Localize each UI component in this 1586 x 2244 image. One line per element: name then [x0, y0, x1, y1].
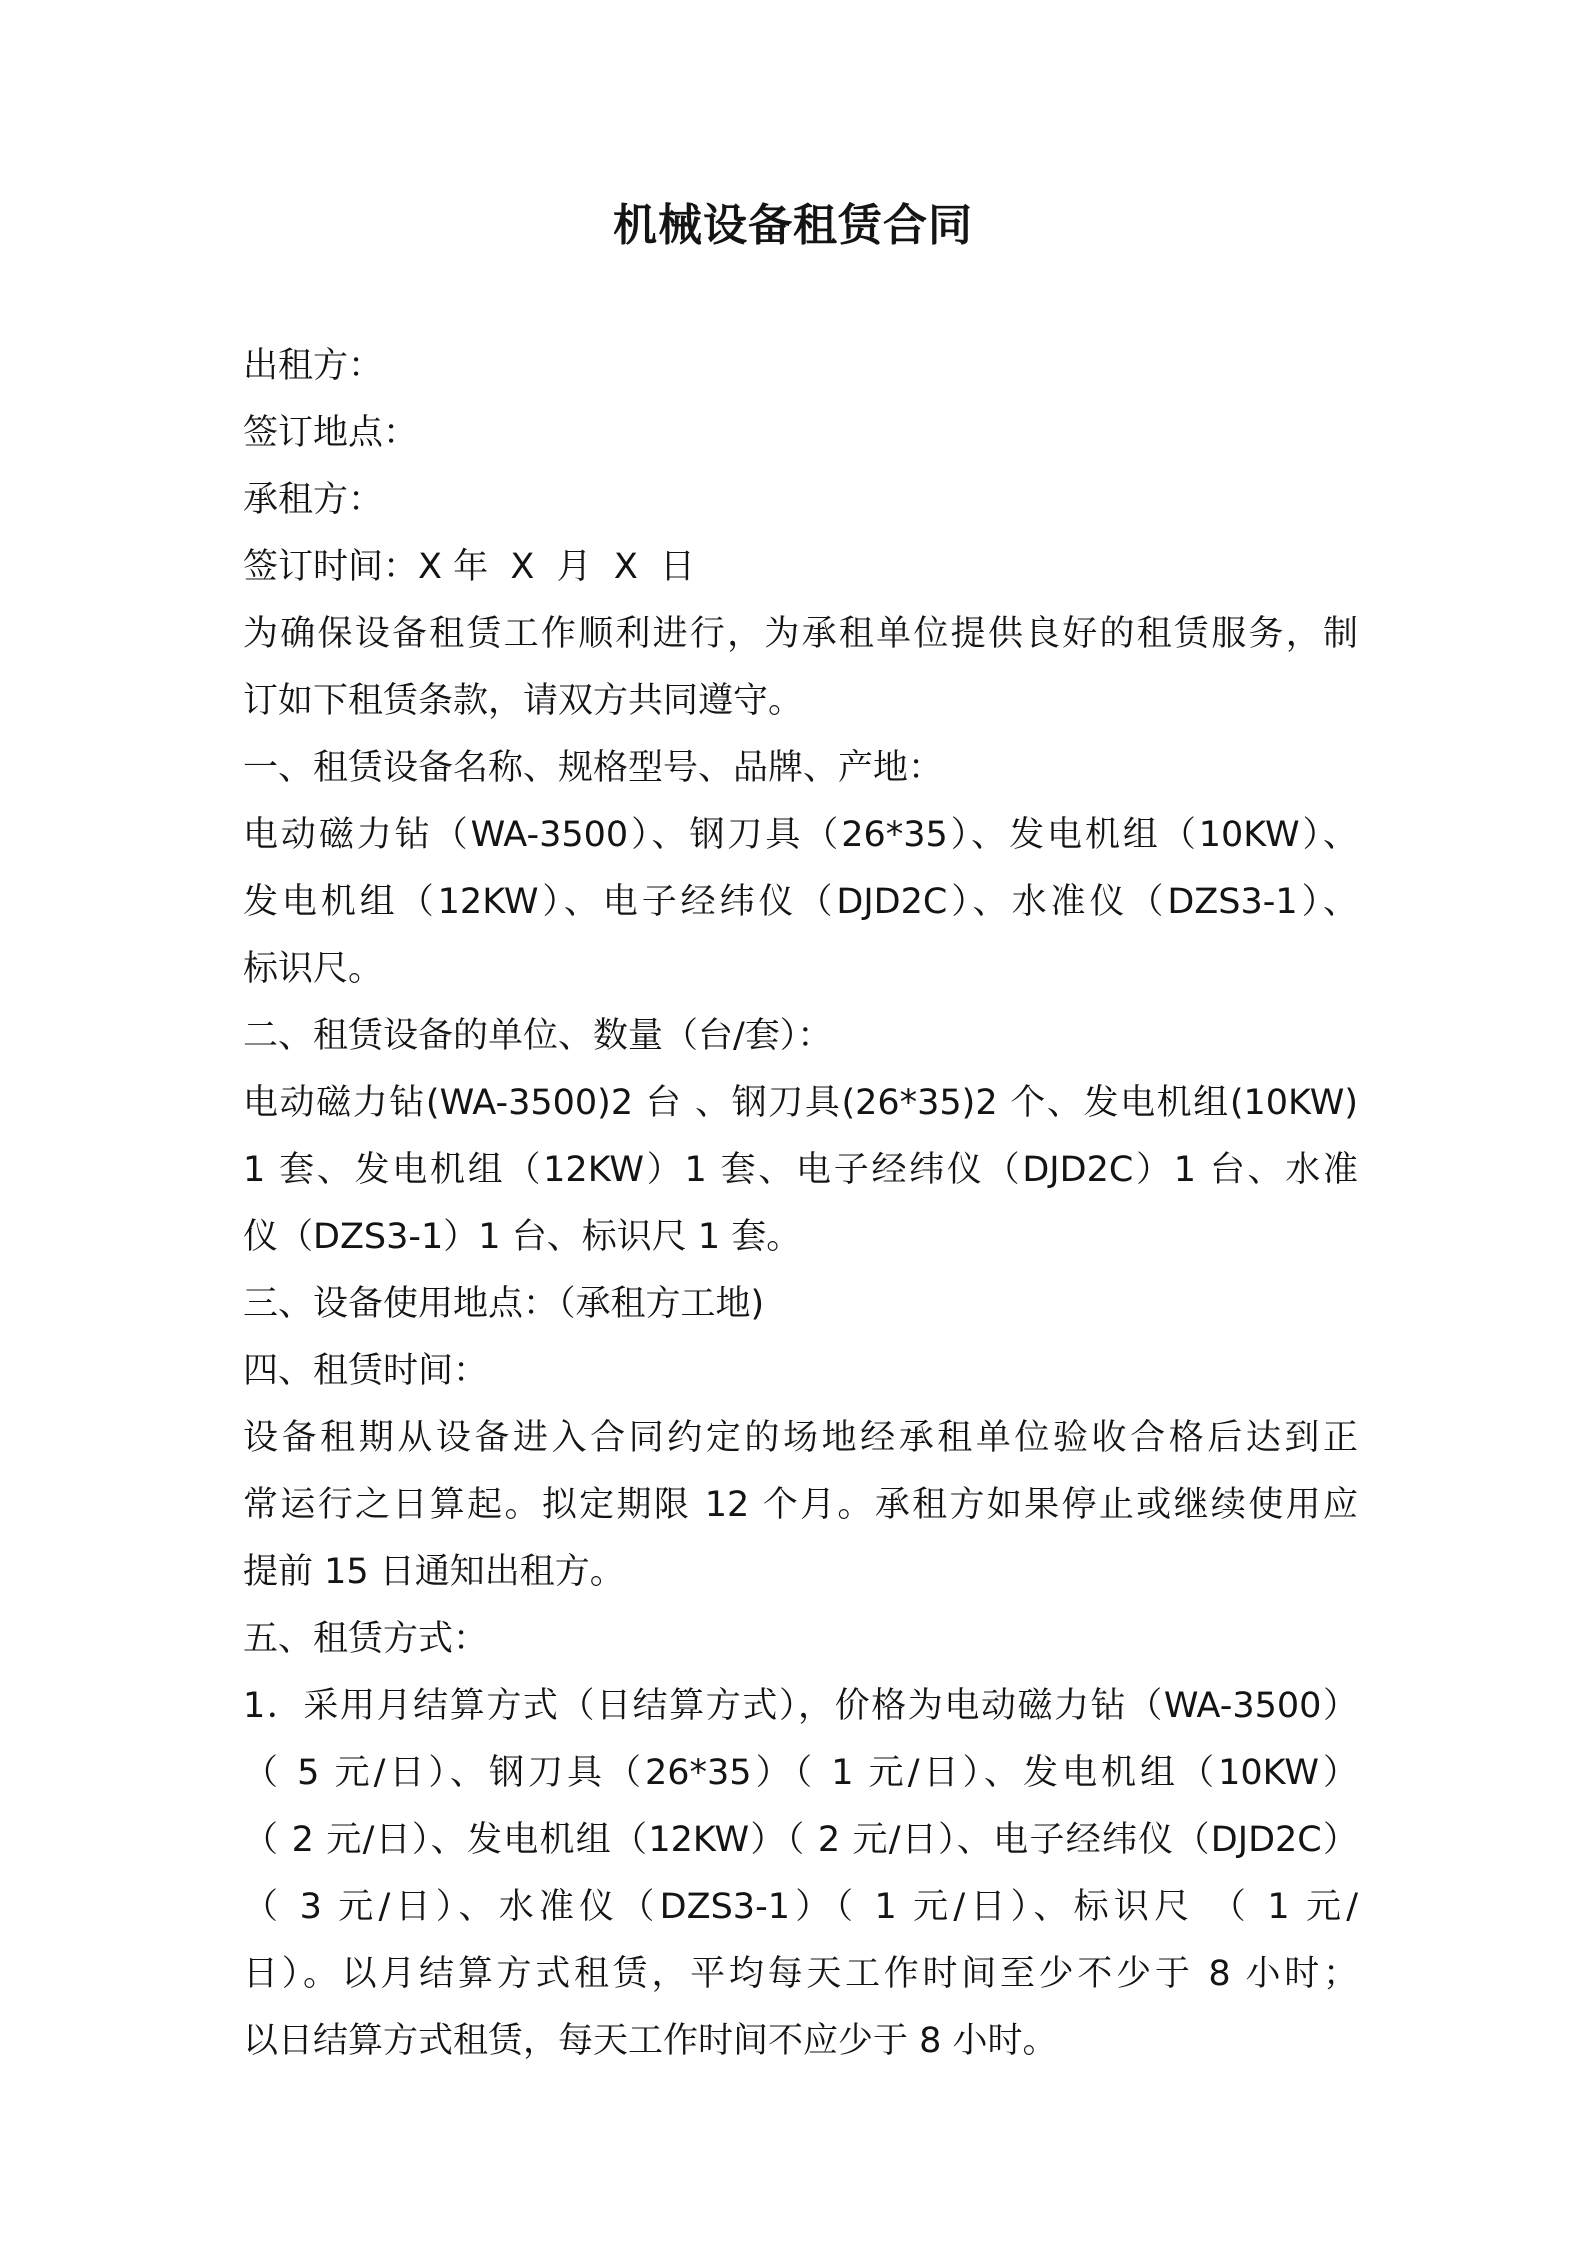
intro-line-2: 订如下租赁条款，请双方共同遵守。	[243, 681, 804, 721]
section-2-line-2: 1 套、发电机组（12KW）1 套、电子经纬仪（DJD2C）1 台、水准	[243, 1150, 1358, 1190]
section-4-line-1: 设备租期从设备进入合同约定的场地经承租单位验收合格后达到正	[243, 1418, 1358, 1458]
section-5-line-5: 日）。以月结算方式租赁，平均每天工作时间至少不少于 8 小时；	[243, 1954, 1358, 1994]
signing-time-line: 签订时间：X 年 X 月 X 日	[243, 547, 696, 587]
section-5-line-1: 1．采用月结算方式（日结算方式），价格为电动磁力钻（WA-3500）	[243, 1686, 1358, 1726]
section-3-heading: 三、设备使用地点：（承租方工地)	[243, 1284, 765, 1324]
section-1-line-3: 标识尺。	[243, 949, 384, 989]
contract-body	[243, 333, 1358, 2075]
section-4-line-2: 常运行之日算起。拟定期限 12 个月。承租方如果停止或继续使用应	[243, 1485, 1358, 1525]
signing-place-line: 签订地点：	[243, 413, 419, 453]
section-2-line-3: 仪（DZS3-1）1 台、标识尺 1 套。	[243, 1217, 802, 1257]
section-2-heading: 二、租赁设备的单位、数量（台/套）：	[243, 1016, 833, 1056]
section-1-heading: 一、租赁设备名称、规格型号、品牌、产地：	[243, 748, 944, 788]
section-5-line-2: （ 5 元/日）、钢刀具（26*35）（ 1 元/日）、发电机组（10KW）	[243, 1753, 1358, 1793]
lessor-line: 出租方：	[243, 346, 384, 386]
section-5-line-4: （ 3 元/日）、水准仪（DZS3-1）（ 1 元/日）、标识尺 （ 1 元/	[243, 1887, 1358, 1927]
section-5-line-3: （ 2 元/日）、发电机组（12KW）（ 2 元/日）、电子经纬仪（DJD2C）	[243, 1820, 1358, 1860]
section-4-heading: 四、租赁时间：	[243, 1351, 489, 1391]
section-5-line-6: 以日结算方式租赁，每天工作时间不应少于 8 小时。	[243, 2021, 1058, 2061]
document-title: 机械设备租赁合同	[613, 200, 973, 251]
intro-line-1: 为确保设备租赁工作顺利进行，为承租单位提供良好的租赁服务，制	[243, 614, 1358, 654]
section-5-heading: 五、租赁方式：	[243, 1619, 489, 1659]
lessee-line: 承租方：	[243, 480, 384, 520]
section-1-line-2: 发电机组（12KW）、电子经纬仪（DJD2C）、水准仪（DZS3-1）、	[243, 882, 1358, 922]
section-4-line-3: 提前 15 日通知出租方。	[243, 1552, 625, 1592]
section-1-line-1: 电动磁力钻（WA-3500）、钢刀具（26*35）、发电机组（10KW）、	[243, 815, 1358, 855]
section-2-line-1: 电动磁力钻(WA-3500)2 台 、钢刀具(26*35)2 个、发电机组(10KW)	[243, 1083, 1358, 1123]
